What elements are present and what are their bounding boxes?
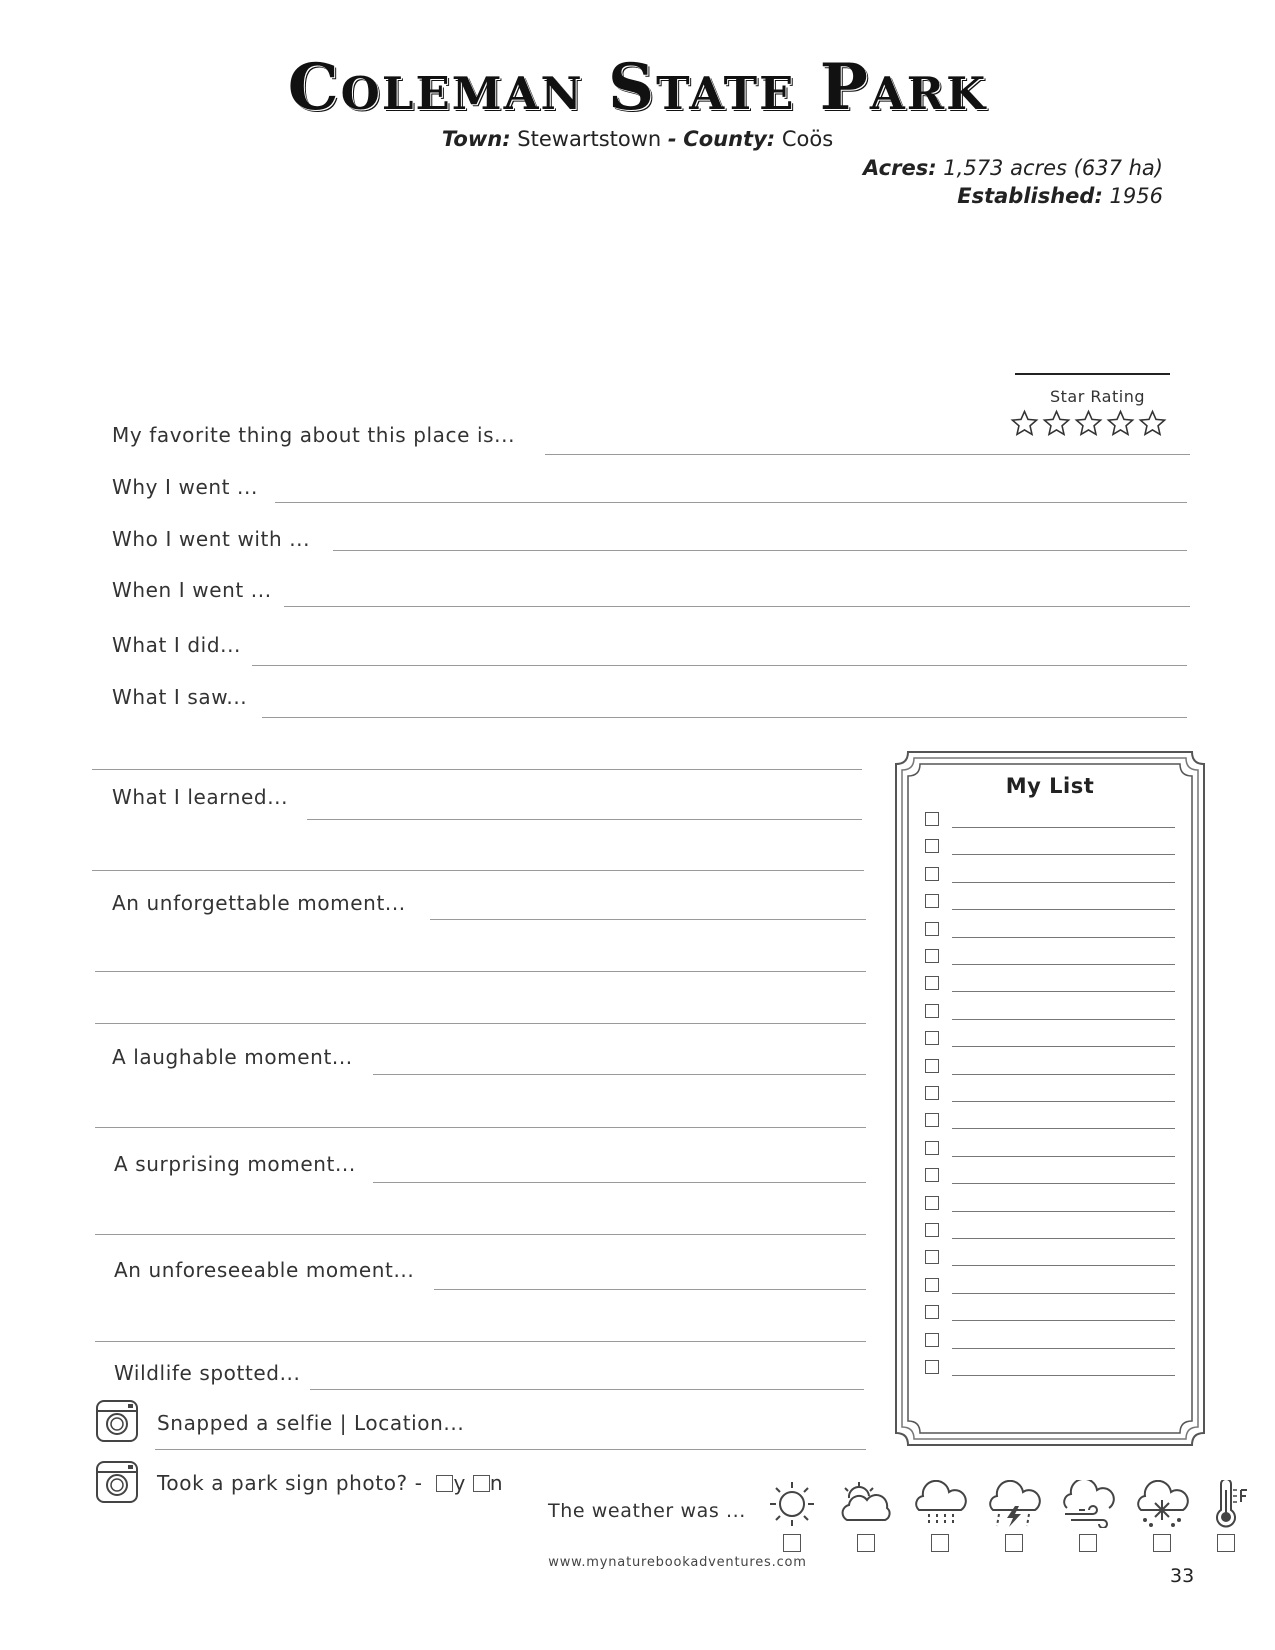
sign-photo-row [157,1471,503,1495]
weather-checkbox[interactable] [1005,1534,1023,1552]
answer-line-favorite[interactable] [545,454,1190,455]
town-county-line [0,127,1275,151]
list-item-checkbox[interactable] [925,839,939,853]
weather-option-thermometer [1199,1480,1253,1552]
answer-line-unforgettable-2[interactable] [95,971,866,972]
prompt-learned: What I learned... [112,785,289,809]
list-item [925,1331,1175,1351]
list-item-line[interactable] [952,991,1175,992]
prompt-saw: What I saw... [112,685,248,709]
list-item [925,837,1175,857]
prompt-who: Who I went with ... [112,527,311,551]
list-item-line[interactable] [952,1211,1175,1212]
weather-checkbox[interactable] [857,1534,875,1552]
list-item-checkbox[interactable] [925,1333,939,1347]
weather-checkbox[interactable] [931,1534,949,1552]
list-item-checkbox[interactable] [925,1004,939,1018]
list-item [925,1029,1175,1049]
list-item [925,892,1175,912]
list-item [925,1057,1175,1077]
list-item-line[interactable] [952,1348,1175,1349]
established-line [957,184,1163,208]
acres-label: Acres: [863,156,937,180]
star-icon[interactable] [1106,409,1135,438]
answer-line-surprising-2[interactable] [95,1234,866,1235]
prompt-when: When I went ... [112,578,272,602]
list-item-checkbox[interactable] [925,1031,939,1045]
town-value: Stewartstown [517,127,662,151]
answer-line-wildlife[interactable] [310,1389,864,1390]
thunderstorm-icon [985,1480,1043,1528]
list-item [925,1002,1175,1022]
list-item-line[interactable] [952,1320,1175,1321]
answer-line-unforeseeable-2[interactable] [95,1341,866,1342]
prompt-surprising: A surprising moment... [114,1152,356,1176]
answer-line-unforgettable-3[interactable] [95,1023,866,1024]
weather-option-snow [1125,1480,1199,1552]
list-item-checkbox[interactable] [925,1278,939,1292]
star-rating-label: Star Rating [1050,387,1145,406]
list-item-checkbox[interactable] [925,1305,939,1319]
weather-option-thunderstorm [977,1480,1051,1552]
answer-line-learned[interactable] [307,819,862,820]
list-item-line[interactable] [952,937,1175,938]
list-item-checkbox[interactable] [925,1196,939,1210]
prompt-laughable: A laughable moment... [112,1045,353,1069]
prompt-unforgettable: An unforgettable moment... [112,891,406,915]
rain-icon [911,1480,969,1528]
weather-options [755,1480,1253,1552]
answer-line-laughable-2[interactable] [95,1127,866,1128]
list-item-line[interactable] [952,1128,1175,1129]
list-item-checkbox[interactable] [925,1168,939,1182]
prompt-why: Why I went ... [112,475,258,499]
county-label: County: [683,127,776,151]
prompt-did: What I did... [112,633,241,657]
weather-option-partly-cloudy [829,1480,903,1552]
list-item [925,810,1175,830]
list-item-checkbox[interactable] [925,1141,939,1155]
established-value: 1956 [1109,184,1163,208]
answer-line-unforgettable[interactable] [430,919,866,920]
no-label: n [489,1471,504,1495]
list-item [925,1166,1175,1186]
page-number: 33 [1170,1565,1195,1587]
list-item [925,1221,1175,1241]
answer-line-laughable[interactable] [373,1074,866,1075]
list-item-line[interactable] [952,909,1175,910]
answer-line-learned-2[interactable] [92,870,864,871]
answer-line-saw[interactable] [262,717,1187,718]
list-item-line[interactable] [952,964,1175,965]
list-item [925,1084,1175,1104]
list-item-line[interactable] [952,882,1175,883]
list-item-line[interactable] [952,827,1175,828]
acres-line [863,156,1163,180]
list-item-checkbox[interactable] [925,1360,939,1374]
established-label: Established: [957,184,1103,208]
camera-icon [95,1460,139,1504]
weather-option-sun [755,1480,829,1552]
wind-icon [1059,1480,1117,1528]
list-item-checkbox[interactable] [925,1086,939,1100]
star-icon[interactable] [1042,409,1071,438]
county-value: Coös [781,127,834,151]
list-item [925,920,1175,940]
list-item [925,1248,1175,1268]
answer-line-who[interactable] [333,550,1187,551]
list-item-checkbox[interactable] [925,812,939,826]
list-item [925,947,1175,967]
list-item-line[interactable] [952,1074,1175,1075]
weather-option-wind [1051,1480,1125,1552]
list-item-checkbox[interactable] [925,1113,939,1127]
weather-checkbox[interactable] [783,1534,801,1552]
partly-cloudy-icon [837,1480,895,1528]
prompt-unforeseeable: An unforeseeable moment... [114,1258,415,1282]
weather-option-rain [903,1480,977,1552]
page-title: Coleman State Park [287,50,988,125]
weather-checkbox[interactable] [1153,1534,1171,1552]
list-item [925,1194,1175,1214]
list-item-checkbox[interactable] [925,1059,939,1073]
yes-checkbox[interactable] [436,1475,453,1492]
list-item-line[interactable] [952,1019,1175,1020]
footer-url: www.mynaturebookadventures.com [548,1555,807,1570]
yes-label: y [453,1471,466,1495]
answer-line-saw-2[interactable] [92,769,862,770]
answer-line-when[interactable] [284,606,1190,607]
list-item [925,865,1175,885]
list-item-checkbox[interactable] [925,976,939,990]
star-icon[interactable] [1138,409,1167,438]
star-icon[interactable] [1074,409,1103,438]
list-item-checkbox[interactable] [925,894,939,908]
answer-line-unforeseeable[interactable] [434,1289,866,1290]
list-item [925,1303,1175,1323]
separator: - [667,127,677,151]
sun-icon [763,1480,821,1528]
thermometer-icon [1197,1480,1255,1528]
list-item [925,1139,1175,1159]
star-rating-divider [1015,373,1170,375]
list-item [925,1276,1175,1296]
camera-icon [95,1399,139,1443]
list-item-checkbox[interactable] [925,949,939,963]
prompt-favorite: My favorite thing about this place is... [112,423,516,447]
town-label: Town: [441,127,511,151]
snow-icon [1133,1480,1191,1528]
list-item-checkbox[interactable] [925,922,939,936]
answer-line-did[interactable] [252,665,1187,666]
list-item [925,1358,1175,1378]
list-item-checkbox[interactable] [925,867,939,881]
list-item-line[interactable] [952,1238,1175,1239]
star-rating[interactable] [1010,409,1167,438]
no-checkbox[interactable] [473,1475,490,1492]
list-item-line[interactable] [952,1265,1175,1266]
list-item-line[interactable] [952,1101,1175,1102]
answer-line-surprising[interactable] [373,1182,866,1183]
prompt-selfie: Snapped a selfie | Location... [157,1411,465,1435]
list-item [925,974,1175,994]
list-item-line[interactable] [952,1293,1175,1294]
prompt-sign-photo: Took a park sign photo? - [157,1471,423,1495]
list-item-checkbox[interactable] [925,1250,939,1264]
acres-value: 1,573 acres (637 ha) [943,156,1163,180]
prompt-weather: The weather was ... [548,1500,746,1522]
answer-line-why[interactable] [275,502,1187,503]
weather-checkbox[interactable] [1217,1534,1235,1552]
list-item-line[interactable] [952,1375,1175,1376]
list-item-line[interactable] [952,854,1175,855]
my-list-title: My List [1005,774,1095,798]
list-item-checkbox[interactable] [925,1223,939,1237]
list-item [925,1111,1175,1131]
star-icon[interactable] [1010,409,1039,438]
list-item-line[interactable] [952,1046,1175,1047]
prompt-wildlife: Wildlife spotted... [114,1361,301,1385]
list-item-line[interactable] [952,1156,1175,1157]
weather-checkbox[interactable] [1079,1534,1097,1552]
answer-line-selfie[interactable] [155,1449,866,1450]
list-item-line[interactable] [952,1183,1175,1184]
